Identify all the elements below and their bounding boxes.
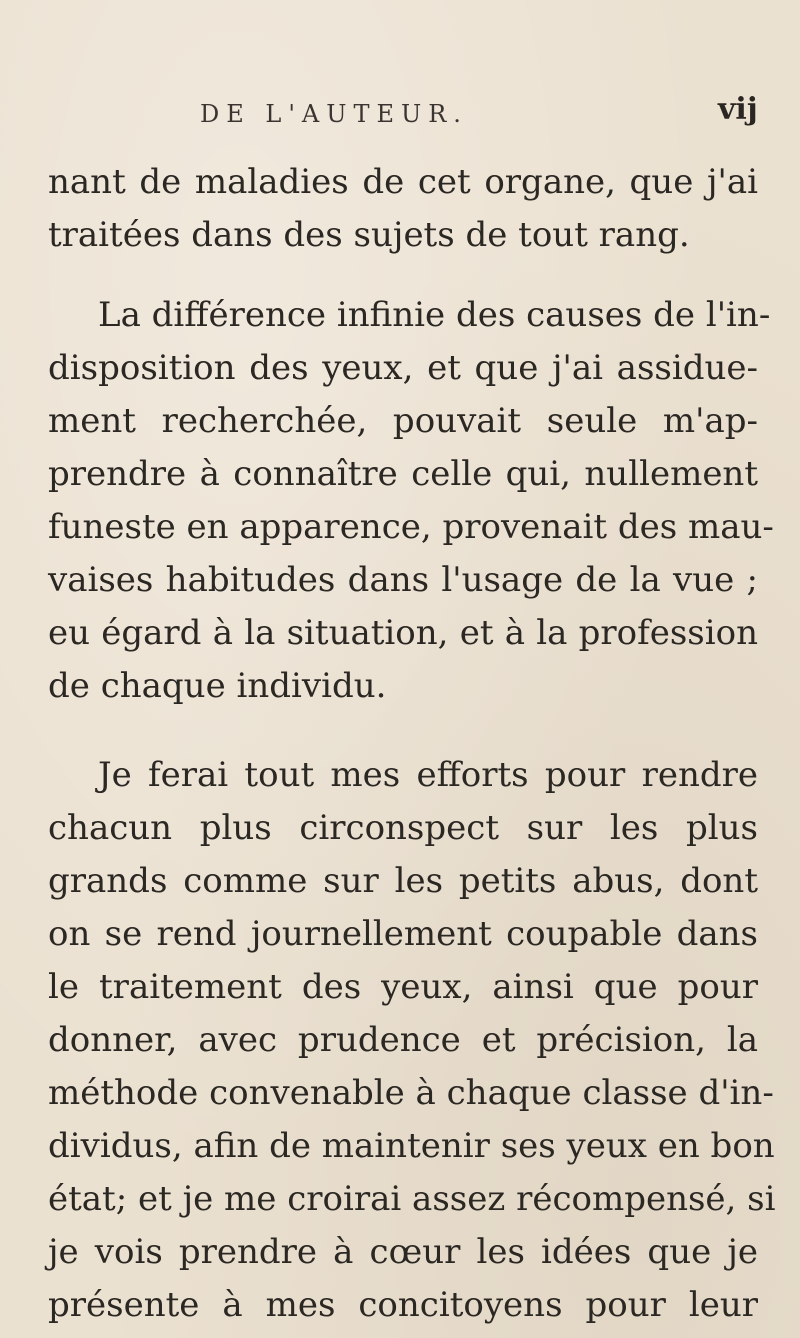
- text-line: funeste en apparence, provenait des mau-: [48, 507, 774, 547]
- text-line: vaises habitudes dans l'usage de la vue ;: [48, 560, 758, 600]
- page-number: vij: [718, 92, 758, 127]
- text-line: traitées dans des sujets de tout rang.: [48, 215, 690, 255]
- text-line: méthode convenable à chaque classe d'in-: [48, 1073, 774, 1113]
- text-line: disposition des yeux, et que j'ai assidue-: [48, 348, 758, 388]
- text-line: prendre à connaître celle qui, nullement: [48, 454, 758, 494]
- text-line: le traitement des yeux, ainsi que pour: [48, 967, 758, 1007]
- running-head: DE L'AUTEUR.: [200, 100, 468, 128]
- text-line: de chaque individu.: [48, 666, 387, 706]
- text-line: nant de maladies de cet organe, que j'ai: [48, 162, 758, 202]
- text-line: donner, avec prudence et précision, la: [48, 1020, 758, 1060]
- text-line: état; et je me croirai assez récompensé, si: [48, 1179, 776, 1219]
- text-line: chacun plus circonspect sur les plus: [48, 808, 758, 848]
- paragraph-start-line: La différence infinie des causes de l'in-: [98, 295, 771, 335]
- text-line: eu égard à la situation, et à la profession: [48, 613, 758, 653]
- text-line: je vois prendre à cœur les idées que je: [48, 1232, 758, 1272]
- paragraph-start-line: Je ferai tout mes efforts pour rendre: [98, 755, 758, 795]
- text-line: on se rend journellement coupable dans: [48, 914, 758, 954]
- text-line: présente à mes concitoyens pour leur: [48, 1285, 758, 1325]
- text-line: ment recherchée, pouvait seule m'ap-: [48, 401, 758, 441]
- text-line: dividus, afin de maintenir ses yeux en bon: [48, 1126, 775, 1166]
- text-line: grands comme sur les petits abus, dont: [48, 861, 758, 901]
